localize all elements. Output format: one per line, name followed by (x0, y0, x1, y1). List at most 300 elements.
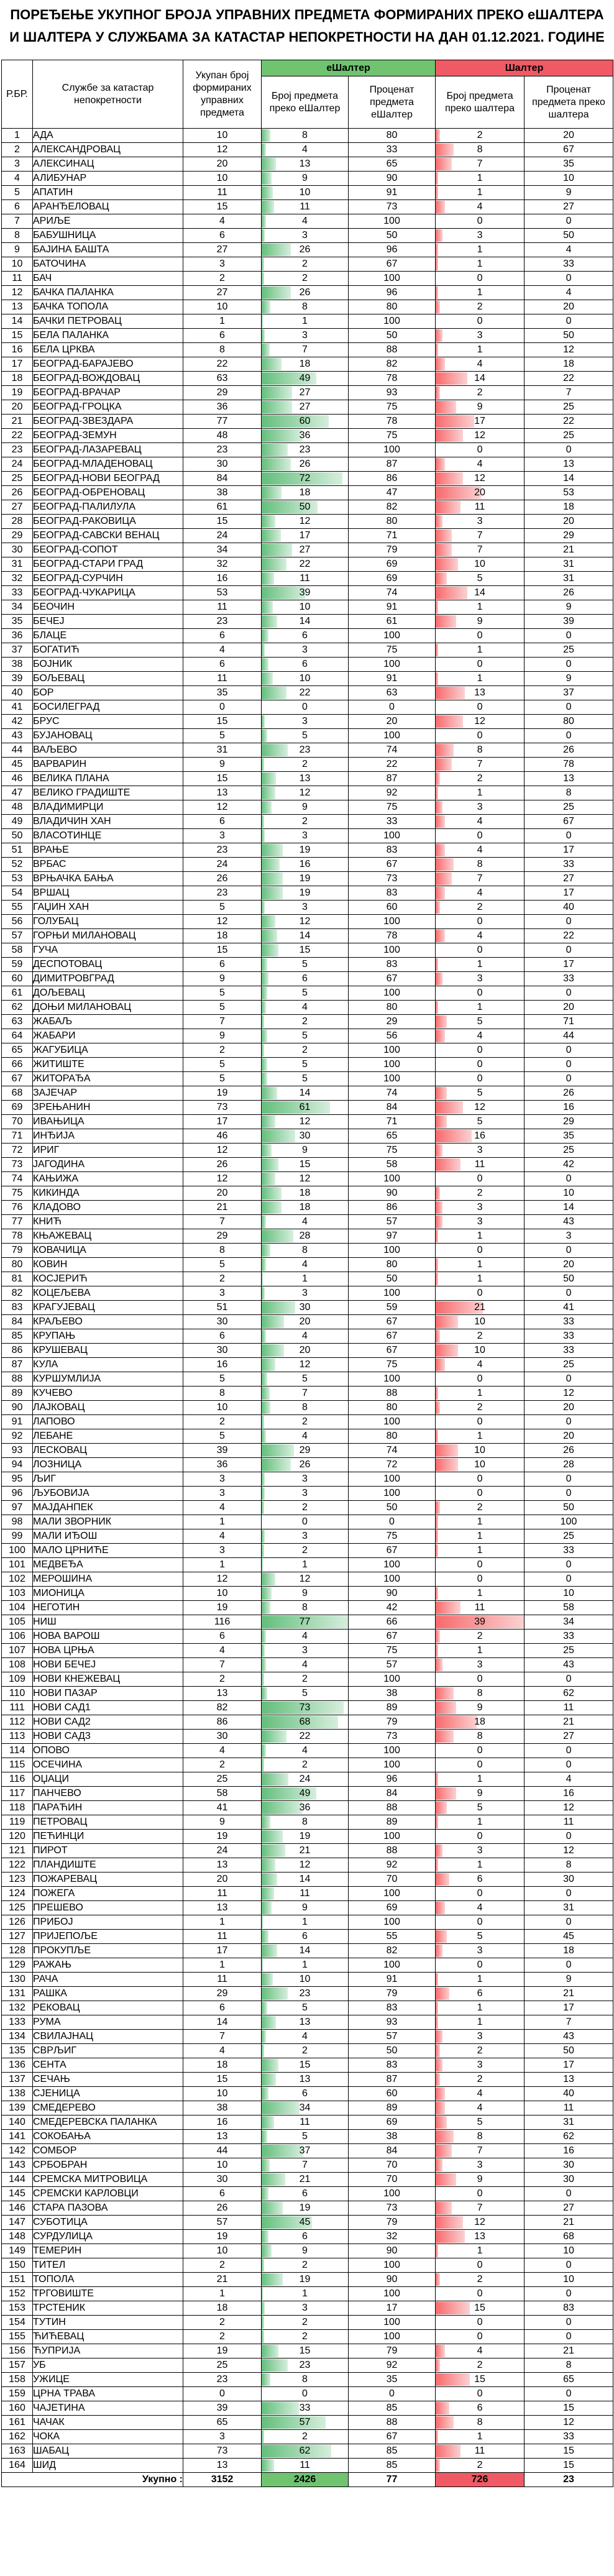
cell-value: 7 (477, 158, 483, 169)
table-row (2, 1858, 613, 1872)
table-row (2, 1101, 613, 1115)
cell-service: ЦРНА ТРАВА (33, 2387, 183, 2401)
eshalter-data-bar (262, 1916, 263, 1928)
cell-rb: 122 (2, 1858, 33, 1872)
cell-total: 1 (183, 1558, 262, 1572)
cell-total: 36 (183, 1458, 262, 1472)
cell-count-shalter (436, 772, 525, 786)
shalter-data-bar (436, 1187, 440, 1199)
table-row (2, 1387, 613, 1401)
cell-count-shalter (436, 2144, 525, 2158)
cell-count-shalter (436, 686, 525, 700)
table-row (2, 214, 613, 229)
cell-count-eshalter (262, 2430, 349, 2444)
cell-count-shalter (436, 743, 525, 758)
cell-pct-eshalter: 90 (349, 2273, 436, 2287)
cell-pct-shalter: 20 (525, 1429, 613, 1444)
cell-value: 22 (299, 687, 311, 698)
shalter-data-bar (436, 2116, 447, 2129)
cell-value: 11 (300, 573, 310, 584)
cell-value: 2 (477, 387, 483, 398)
shalter-data-bar (436, 2102, 445, 2114)
cell-pct-eshalter: 56 (349, 1029, 436, 1043)
cell-value: 14 (299, 930, 311, 941)
cell-pct-eshalter: 85 (349, 2401, 436, 2416)
cell-value: 12 (299, 1116, 311, 1127)
cell-rb: 112 (2, 1715, 33, 1730)
cell-value: 1 (477, 1645, 483, 1656)
cell-pct-shalter: 21 (525, 2216, 613, 2230)
cell-count-shalter (436, 1401, 525, 1415)
shalter-data-bar (436, 258, 438, 270)
cell-value: 2 (477, 301, 483, 312)
cell-pct-eshalter: 72 (349, 1458, 436, 1472)
eshalter-data-bar (262, 1416, 264, 1428)
cell-rb: 131 (2, 1987, 33, 2001)
cell-value: 9 (477, 1788, 483, 1799)
shalter-data-bar (436, 2230, 465, 2243)
cell-value: 2 (302, 2045, 308, 2056)
table-row (2, 1758, 613, 1772)
cell-count-eshalter (262, 1973, 349, 1987)
cell-total: 29 (183, 386, 262, 400)
cell-pct-eshalter: 100 (349, 943, 436, 958)
cell-count-shalter (436, 1887, 525, 1901)
cell-pct-shalter: 30 (525, 2173, 613, 2187)
cell-value: 8 (477, 745, 483, 755)
cell-count-shalter (436, 1558, 525, 1572)
cell-count-shalter (436, 1201, 525, 1215)
cell-value: 1 (477, 2245, 483, 2256)
cell-pct-eshalter: 67 (349, 1629, 436, 1644)
cell-service: ЛЕСКОВАЦ (33, 1444, 183, 1458)
eshalter-data-bar (262, 2245, 272, 2257)
cell-total: 2 (183, 1415, 262, 1429)
cell-count-shalter (436, 2373, 525, 2387)
shalter-data-bar (436, 2273, 440, 2286)
cell-value: 7 (302, 2160, 308, 2170)
table-row (2, 257, 613, 272)
shalter-data-bar (436, 229, 442, 242)
table-row (2, 143, 613, 157)
cell-rb: 102 (2, 1572, 33, 1587)
cell-count-shalter (436, 2187, 525, 2201)
eshalter-data-bar (262, 1187, 282, 1199)
cell-count-eshalter (262, 1544, 349, 1558)
totals-pct-eshalter: 77 (349, 2473, 436, 2487)
table-row (2, 1201, 613, 1215)
cell-count-shalter (436, 2344, 525, 2358)
cell-value: 0 (477, 444, 483, 455)
cell-total: 5 (183, 1058, 262, 1072)
cell-count-shalter (436, 200, 525, 214)
cell-count-shalter (436, 972, 525, 986)
cell-value: 0 (302, 702, 308, 712)
cell-value: 1 (477, 2002, 483, 2013)
cell-rb: 16 (2, 343, 33, 357)
cell-service: ПОЖЕГА (33, 1887, 183, 1901)
eshalter-data-bar (262, 1602, 270, 1614)
cell-count-shalter (436, 1286, 525, 1301)
cell-pct-shalter: 0 (525, 1672, 613, 1687)
cell-pct-shalter: 33 (525, 1629, 613, 1644)
table-row (2, 2173, 613, 2187)
cell-value: 3 (477, 973, 483, 984)
cell-value: 1 (302, 1273, 308, 1284)
eshalter-data-bar (262, 858, 280, 871)
cell-service: КНИЋ (33, 1215, 183, 1229)
cell-total: 30 (183, 2173, 262, 2187)
eshalter-data-bar (262, 301, 270, 313)
cell-value: 3 (302, 716, 308, 727)
cell-service: РАЧА (33, 1973, 183, 1987)
cell-rb: 55 (2, 901, 33, 915)
cell-value: 0 (302, 2388, 308, 2399)
cell-pct-eshalter: 100 (349, 1043, 436, 1058)
cell-pct-shalter: 27 (525, 872, 613, 886)
cell-pct-eshalter: 96 (349, 286, 436, 300)
cell-rb: 118 (2, 1801, 33, 1815)
cell-count-eshalter (262, 415, 349, 429)
cell-rb: 95 (2, 1472, 33, 1487)
table-row (2, 901, 613, 915)
cell-value: 28 (299, 1231, 311, 1241)
table-row (2, 1944, 613, 1958)
cell-value: 0 (477, 988, 483, 998)
cell-pct-shalter: 18 (525, 500, 613, 515)
cell-pct-eshalter: 50 (349, 329, 436, 343)
cell-pct-eshalter: 55 (349, 1930, 436, 1944)
table-row (2, 2115, 613, 2130)
cell-total: 5 (183, 1001, 262, 1015)
cell-value: 11 (300, 201, 310, 212)
cell-value: 19 (299, 887, 311, 898)
table-row (2, 1558, 613, 1572)
shalter-data-bar (436, 1144, 442, 1157)
cell-value: 0 (477, 945, 483, 955)
cell-total: 15 (183, 943, 262, 958)
cell-pct-eshalter: 91 (349, 600, 436, 615)
cell-pct-eshalter: 71 (349, 529, 436, 543)
eshalter-data-bar (262, 1116, 275, 1128)
cell-value: 1 (477, 1388, 483, 1398)
cell-count-shalter (436, 2130, 525, 2144)
cell-value: 0 (477, 730, 483, 741)
cell-value: 12 (299, 1173, 311, 1184)
shalter-data-bar (436, 2431, 438, 2443)
table-row (2, 843, 613, 858)
cell-pct-eshalter: 80 (349, 129, 436, 143)
cell-count-shalter (436, 1444, 525, 1458)
shalter-data-bar (436, 1116, 447, 1128)
cell-pct-eshalter: 100 (349, 1058, 436, 1072)
cell-value: 8 (302, 301, 308, 312)
shalter-data-bar (436, 1716, 477, 1728)
cell-rb: 161 (2, 2416, 33, 2430)
cell-rb: 103 (2, 1587, 33, 1601)
cell-count-shalter (436, 1101, 525, 1115)
cell-total: 25 (183, 1772, 262, 1787)
cell-pct-shalter: 20 (525, 1258, 613, 1272)
cell-total: 19 (183, 2230, 262, 2244)
cell-total: 26 (183, 2201, 262, 2216)
cell-count-shalter (436, 286, 525, 300)
cell-pct-shalter: 0 (525, 2258, 613, 2273)
table-row (2, 2330, 613, 2344)
cell-value: 23 (299, 444, 311, 455)
cell-count-shalter (436, 1172, 525, 1186)
shalter-data-bar (436, 587, 467, 599)
cell-count-shalter (436, 2258, 525, 2273)
cell-rb: 25 (2, 472, 33, 486)
cell-pct-eshalter: 100 (349, 443, 436, 457)
cell-rb: 79 (2, 1244, 33, 1258)
cell-pct-eshalter: 50 (349, 1501, 436, 1515)
eshalter-data-bar (262, 1530, 265, 1542)
cell-value: 1 (477, 1516, 483, 1527)
cell-pct-eshalter: 87 (349, 772, 436, 786)
cell-pct-shalter: 17 (525, 843, 613, 858)
shalter-data-bar (436, 1087, 447, 1099)
cell-value: 36 (299, 1802, 311, 1813)
cell-pct-shalter: 28 (525, 1458, 613, 1472)
cell-service: НОВИ САД1 (33, 1701, 183, 1715)
table-row (2, 457, 613, 472)
cell-rb: 48 (2, 800, 33, 815)
table-row (2, 1958, 613, 1973)
cell-count-shalter (436, 1458, 525, 1472)
cell-count-eshalter (262, 1358, 349, 1372)
cell-rb: 74 (2, 1172, 33, 1186)
cell-count-eshalter (262, 529, 349, 543)
cell-service: БЕОГРАД-МЛАДЕНОВАЦ (33, 457, 183, 472)
table-row (2, 1887, 613, 1901)
cell-count-eshalter (262, 1787, 349, 1801)
cell-pct-eshalter: 78 (349, 372, 436, 386)
cell-pct-eshalter: 100 (349, 1744, 436, 1758)
cell-value: 9 (477, 2174, 483, 2184)
cell-value: 0 (477, 1960, 483, 1970)
table-row (2, 672, 613, 686)
cell-service: ЗРЕЊАНИН (33, 1101, 183, 1115)
cell-pct-shalter: 8 (525, 1858, 613, 1872)
table-row (2, 600, 613, 615)
cell-service: КАЊИЖА (33, 1172, 183, 1186)
cell-pct-eshalter: 92 (349, 786, 436, 800)
table-row (2, 2401, 613, 2416)
cell-value: 0 (477, 216, 483, 226)
cell-total: 4 (183, 1501, 262, 1515)
cell-service: СУРДУЛИЦА (33, 2230, 183, 2244)
cell-value: 2 (477, 130, 483, 140)
cell-count-eshalter (262, 1401, 349, 1415)
cell-pct-eshalter: 100 (349, 2330, 436, 2344)
cell-count-eshalter (262, 1772, 349, 1787)
cell-total: 30 (183, 1344, 262, 1358)
cell-pct-shalter: 7 (525, 386, 613, 400)
cell-service: ТРСТЕНИК (33, 2301, 183, 2316)
cell-rb: 163 (2, 2444, 33, 2459)
cell-total: 10 (183, 2158, 262, 2173)
shalter-data-bar (436, 329, 442, 342)
cell-pct-eshalter: 75 (349, 400, 436, 415)
cell-count-eshalter (262, 1501, 349, 1515)
cell-count-shalter (436, 1987, 525, 2001)
cell-count-eshalter (262, 2101, 349, 2115)
cell-service: СМЕДЕРЕВСКА ПАЛАНКА (33, 2115, 183, 2130)
cell-value: 26 (299, 459, 311, 469)
table-row (2, 2316, 613, 2330)
cell-count-shalter (436, 1186, 525, 1201)
shalter-data-bar (436, 1773, 438, 1785)
cell-pct-eshalter: 69 (349, 572, 436, 586)
cell-value: 17 (474, 416, 485, 426)
cell-count-eshalter (262, 186, 349, 200)
cell-count-eshalter (262, 929, 349, 943)
shalter-data-bar (436, 1787, 456, 1800)
cell-count-shalter (436, 557, 525, 572)
cell-pct-shalter: 25 (525, 429, 613, 443)
cell-pct-eshalter: 70 (349, 2173, 436, 2187)
cell-pct-eshalter: 83 (349, 886, 436, 901)
cell-value: 13 (474, 687, 485, 698)
cell-pct-eshalter: 100 (349, 915, 436, 929)
cell-service: БАБУШНИЦА (33, 229, 183, 243)
table-row (2, 543, 613, 557)
cell-count-eshalter (262, 2244, 349, 2258)
cell-count-shalter (436, 786, 525, 800)
cell-value: 5 (302, 1030, 308, 1041)
cell-count-eshalter (262, 2187, 349, 2201)
shalter-data-bar (436, 2145, 451, 2157)
shalter-data-bar (436, 572, 447, 585)
cell-value: 61 (299, 1102, 311, 1112)
cell-pct-eshalter: 100 (349, 1172, 436, 1186)
cell-rb: 135 (2, 2044, 33, 2058)
cell-pct-eshalter: 90 (349, 1587, 436, 1601)
table-row (2, 743, 613, 758)
cell-value: 8 (477, 859, 483, 869)
cell-service: ПИРОТ (33, 1844, 183, 1858)
cell-total: 32 (183, 557, 262, 572)
cell-service: АРИЉЕ (33, 214, 183, 229)
cell-value: 4 (302, 144, 308, 155)
cell-value: 2 (477, 2274, 483, 2285)
cell-pct-shalter: 0 (525, 214, 613, 229)
cell-count-eshalter (262, 800, 349, 815)
cell-count-shalter (436, 2430, 525, 2444)
cell-service: БЕЛА ПАЛАНКА (33, 329, 183, 343)
cell-count-shalter (436, 1973, 525, 1987)
cell-pct-shalter: 0 (525, 1887, 613, 1901)
eshalter-data-bar (262, 344, 270, 356)
cell-value: 62 (299, 2445, 311, 2456)
cell-count-eshalter (262, 858, 349, 872)
cell-count-shalter (436, 1244, 525, 1258)
cell-value: 2 (477, 1331, 483, 1341)
shalter-data-bar (436, 387, 440, 399)
eshalter-data-bar (262, 1001, 266, 1014)
cell-pct-shalter: 0 (525, 2287, 613, 2301)
cell-pct-shalter: 67 (525, 143, 613, 157)
table-row (2, 1344, 613, 1358)
cell-rb: 119 (2, 1815, 33, 1830)
cell-value: 16 (299, 859, 311, 869)
cell-value: 5 (477, 1016, 483, 1027)
cell-count-shalter (436, 643, 525, 658)
eshalter-data-bar (262, 1673, 264, 1685)
eshalter-data-bar (262, 758, 264, 771)
eshalter-data-bar (262, 2445, 331, 2457)
cell-service: ЛОЗНИЦА (33, 1458, 183, 1472)
cell-total: 26 (183, 872, 262, 886)
cell-total: 3 (183, 829, 262, 843)
cell-total: 30 (183, 457, 262, 472)
table-row (2, 1930, 613, 1944)
cell-pct-shalter: 0 (525, 1072, 613, 1086)
cell-count-eshalter (262, 2158, 349, 2173)
cell-rb: 91 (2, 1415, 33, 1429)
totals-total: 3152 (183, 2473, 262, 2487)
cell-total: 6 (183, 2187, 262, 2201)
cell-total: 2 (183, 1672, 262, 1687)
cell-count-eshalter (262, 1687, 349, 1701)
cell-count-shalter (436, 300, 525, 314)
eshalter-data-bar (262, 1373, 267, 1385)
cell-pct-shalter: 0 (525, 314, 613, 329)
table-row (2, 1086, 613, 1101)
cell-rb: 50 (2, 829, 33, 843)
cell-rb: 107 (2, 1644, 33, 1658)
cell-service: БАЈИНА БАШТА (33, 243, 183, 257)
eshalter-data-bar (262, 1816, 270, 1828)
cell-count-eshalter (262, 1101, 349, 1115)
shalter-data-bar (436, 1230, 438, 1242)
shalter-data-bar (436, 1930, 447, 1943)
cell-count-shalter (436, 2459, 525, 2473)
cell-count-shalter (436, 1315, 525, 1329)
cell-total: 6 (183, 329, 262, 343)
eshalter-data-bar (262, 2459, 274, 2472)
cell-count-eshalter (262, 672, 349, 686)
cell-value: 0 (477, 1831, 483, 1841)
cell-count-eshalter (262, 1329, 349, 1344)
table-row (2, 2244, 613, 2258)
cell-pct-shalter: 62 (525, 1687, 613, 1701)
cell-total: 2 (183, 272, 262, 286)
cell-value: 30 (299, 1130, 311, 1141)
cell-pct-eshalter: 100 (349, 986, 436, 1001)
cell-total: 15 (183, 772, 262, 786)
cell-service: ПРОКУПЉЕ (33, 1944, 183, 1958)
cell-total: 10 (183, 300, 262, 314)
cell-value: 1 (477, 2431, 483, 2442)
cell-service: СМЕДЕРЕВО (33, 2101, 183, 2115)
cell-value: 3 (477, 1202, 483, 1212)
cell-rb: 154 (2, 2316, 33, 2330)
table-row (2, 343, 613, 357)
eshalter-data-bar (262, 1845, 285, 1857)
shalter-data-bar (436, 2216, 463, 2229)
header-total: Укупан број формираних управних предмета (183, 60, 262, 129)
header-rb: Р.БР. (2, 60, 33, 129)
cell-pct-eshalter: 67 (349, 257, 436, 272)
cell-total: 31 (183, 743, 262, 758)
shalter-data-bar (436, 901, 440, 914)
cell-rb: 144 (2, 2173, 33, 2187)
cell-pct-shalter: 12 (525, 2416, 613, 2430)
cell-value: 0 (477, 1674, 483, 1684)
